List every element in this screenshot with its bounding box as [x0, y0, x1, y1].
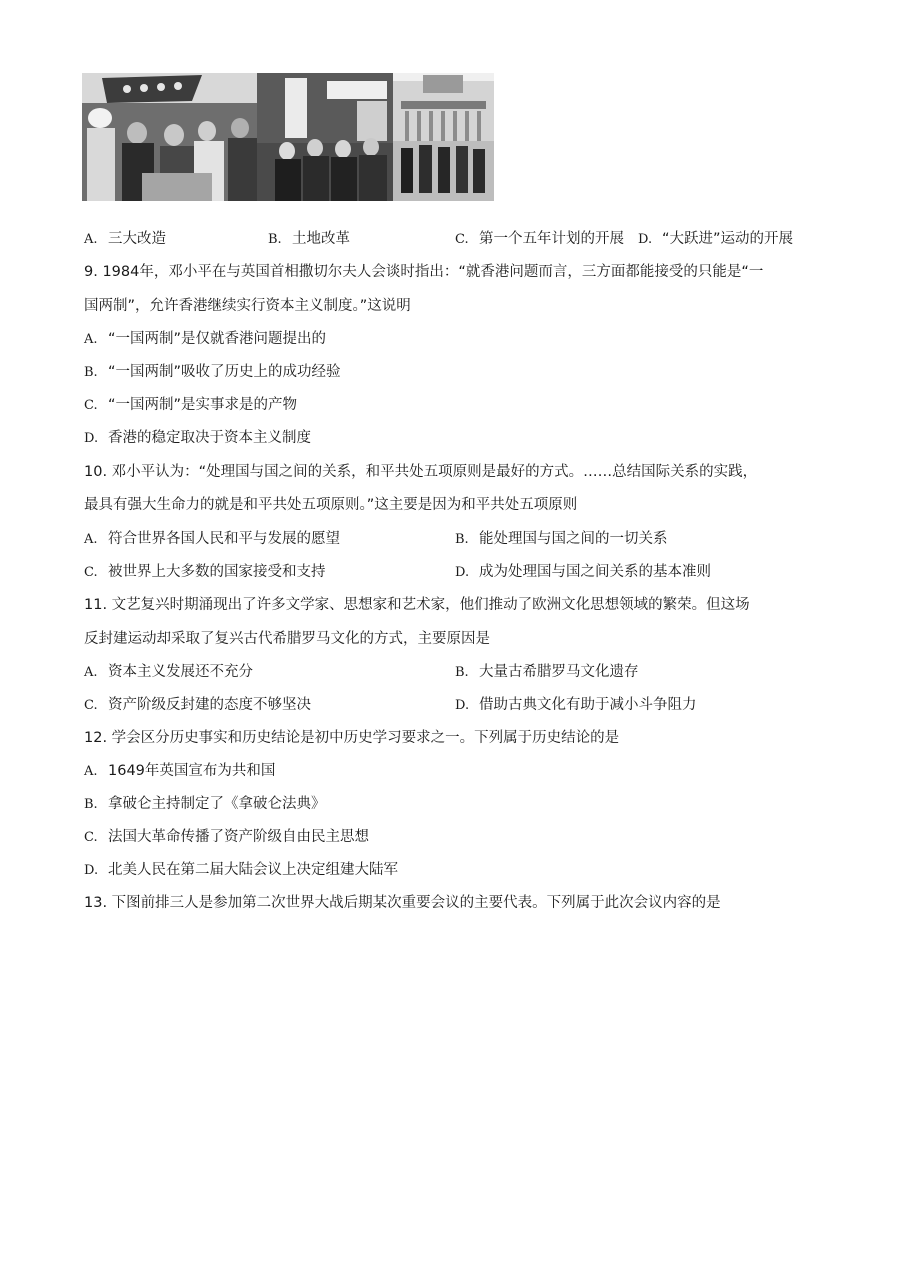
q10-option-c — [84, 562, 326, 583]
option-label: B. — [455, 532, 469, 547]
option-text: 土地改革 — [292, 231, 350, 247]
q9-stem-line2: 国两制”，允许香港继续实行资本主义制度。”这说明 — [84, 298, 411, 314]
q9-option-c — [84, 395, 297, 415]
option-text: 借助古典文化有助于减小斗争阻力 — [479, 697, 697, 713]
photo-strip — [82, 73, 494, 201]
option-label: D. — [455, 565, 470, 580]
q9-option-d — [84, 428, 311, 448]
option-label: D. — [84, 431, 99, 446]
q10-option-d — [455, 562, 711, 583]
q12-stem-line1: 12. 学会区分历史事实和历史结论是初中历史学习要求之一。下列属于历史结论的是 — [84, 730, 620, 746]
photo-building-procession — [393, 73, 494, 201]
option-label: A. — [84, 665, 98, 680]
q10-stem-line2: 最具有强大生命力的就是和平共处五项原则。”这主要是因为和平共处五项原则 — [84, 497, 578, 513]
q9-option-a — [84, 329, 326, 349]
option-text: 香港的稳定取决于资本主义制度 — [108, 430, 311, 446]
option-label: A. — [84, 232, 98, 247]
q10-option-b — [455, 529, 668, 550]
option-text: 被世界上大多数的国家接受和支持 — [108, 564, 326, 580]
q8-option-b — [268, 229, 350, 250]
option-label: C. — [84, 830, 98, 845]
option-text: “大跃进”运动的开展 — [662, 231, 794, 247]
option-label: C. — [84, 398, 98, 413]
q8-option-d — [638, 229, 793, 250]
option-label: B. — [84, 797, 98, 812]
q11-option-b — [455, 662, 639, 683]
q13-stem-line1: 13. 下图前排三人是参加第二次世界大战后期某次重要会议的主要代表。下列属于此次会议内容的是 — [84, 895, 721, 911]
option-label: A. — [84, 764, 98, 779]
option-text: 第一个五年计划的开展 — [479, 231, 624, 247]
option-text: 资本主义发展还不充分 — [108, 664, 253, 680]
option-label: B. — [268, 232, 282, 247]
option-text: 三大改造 — [108, 231, 166, 247]
option-text: 资产阶级反封建的态度不够坚决 — [108, 697, 311, 713]
q9-stem-line1: 9. 1984年，邓小平在与英国首相撒切尔夫人会谈时指出：“就香港问题而言，三方面都能接受的只能是“一 — [84, 264, 764, 280]
option-label: C. — [84, 565, 98, 580]
q10-option-a — [84, 529, 340, 550]
q9-option-b — [84, 362, 341, 382]
option-text: 大量古希腊罗马文化遗存 — [479, 664, 639, 680]
q8-option-a — [84, 229, 166, 250]
option-text: “一国两制”是实事求是的产物 — [108, 397, 298, 413]
option-text: 符合世界各国人民和平与发展的愿望 — [108, 531, 340, 547]
q12-option-b — [84, 794, 326, 814]
photo-leaders-doorway — [257, 73, 393, 201]
option-label: B. — [455, 665, 469, 680]
q12-option-c — [84, 827, 369, 847]
option-label: A. — [84, 532, 98, 547]
q11-option-c — [84, 695, 311, 716]
option-label: A. — [84, 332, 98, 347]
option-text: 成为处理国与国之间关系的基本准则 — [479, 564, 711, 580]
q8-option-c — [455, 229, 624, 250]
option-text: 北美人民在第二届大陆会议上决定组建大陆军 — [108, 862, 398, 878]
q12-option-a — [84, 761, 275, 781]
q11-stem-line1: 11. 文艺复兴时期涌现出了许多文学家、思想家和艺术家，他们推动了欧洲文化思想领域的繁荣。但这场 — [84, 597, 750, 613]
option-text: 法国大革命传播了资产阶级自由民主思想 — [108, 829, 369, 845]
q11-stem-line2: 反封建运动却采取了复兴古代希腊罗马文化的方式，主要原因是 — [84, 631, 490, 647]
option-label: B. — [84, 365, 98, 380]
option-text: “一国两制”是仅就香港问题提出的 — [108, 331, 327, 347]
option-label: C. — [455, 232, 469, 247]
q12-option-d — [84, 860, 398, 880]
option-text: 拿破仑主持制定了《拿破仑法典》 — [108, 796, 326, 812]
q10-stem-line1: 10. 邓小平认为：“处理国与国之间的关系，和平共处五项原则是最好的方式。……总结国际关系的实践， — [84, 464, 758, 480]
option-label: C. — [84, 698, 98, 713]
option-text: 1649年英国宣布为共和国 — [108, 763, 276, 779]
option-label: D. — [638, 232, 653, 247]
q11-option-d — [455, 695, 697, 716]
option-text: “一国两制”吸收了历史上的成功经验 — [108, 364, 341, 380]
option-label: D. — [84, 863, 99, 878]
photo-crowd-signboard — [82, 73, 257, 201]
option-label: D. — [455, 698, 470, 713]
option-text: 能处理国与国之间的一切关系 — [479, 531, 668, 547]
q11-option-a — [84, 662, 253, 683]
